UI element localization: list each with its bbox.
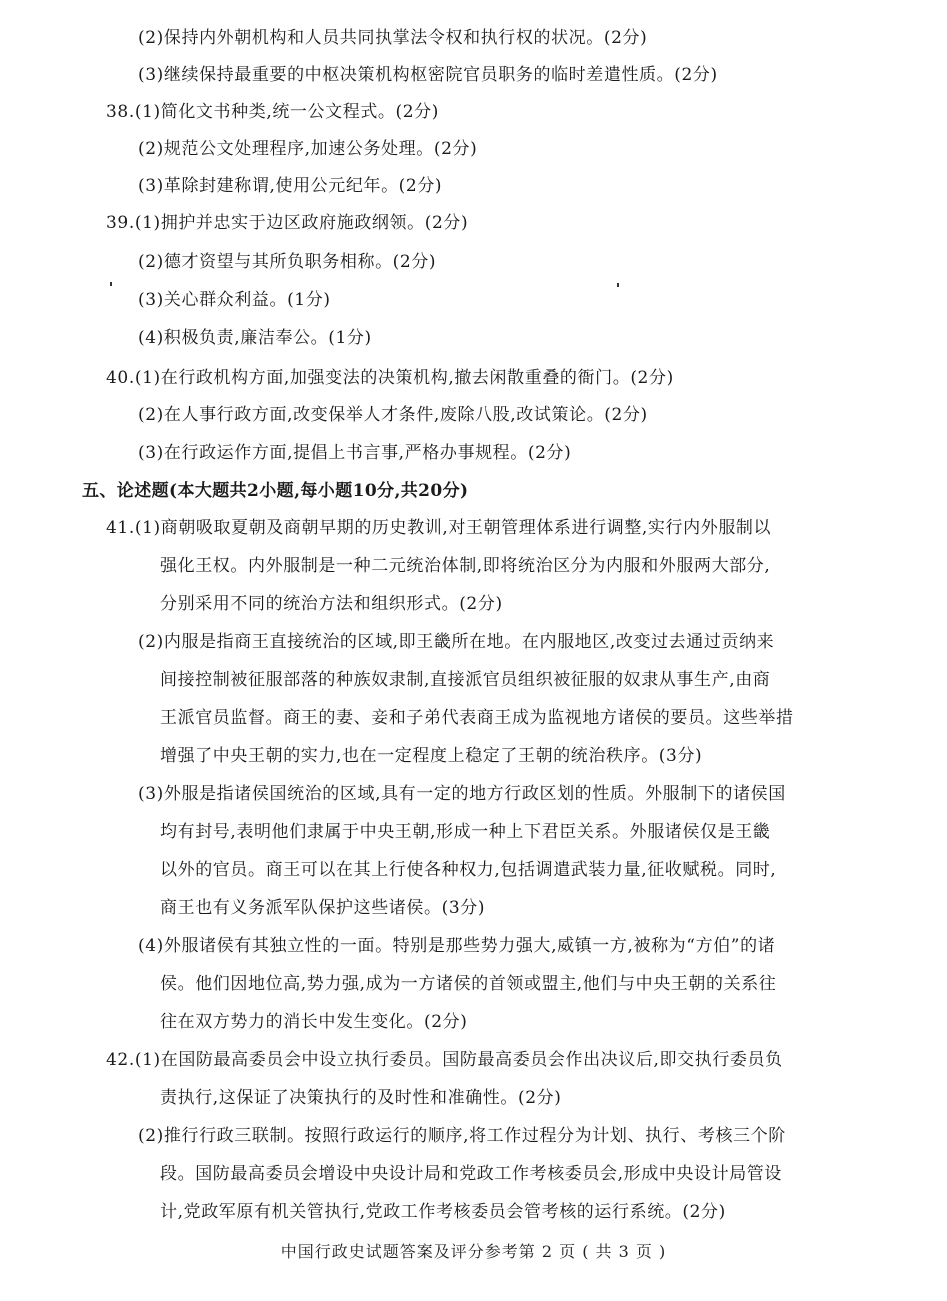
answer-line-q41-4b: 侯。他们因地位高,势力强,成为一方诸侯的首领或盟主,他们与中央王朝的关系往 [160, 974, 777, 994]
answer-line-q42-1b: 责执行,这保证了决策执行的及时性和准确性。(2分) [160, 1088, 562, 1108]
answer-line-q41-4c: 往在双方势力的消长中发生变化。(2分) [160, 1012, 468, 1032]
answer-line-q39-2: (2)德才资望与其所负职务相称。(2分) [138, 252, 437, 272]
scan-speck [110, 282, 112, 286]
page-footer: 中国行政史试题答案及评分参考第 2 页 ( 共 3 页 ) [280, 1242, 667, 1261]
answer-line-q41-2a: (2)内服是指商王直接统治的区域,即王畿所在地。在内服地区,改变过去通过贡纳来 [138, 632, 775, 652]
scan-speck [617, 283, 619, 287]
answer-line-q41-3a: (3)外服是指诸侯国统治的区域,具有一定的地方行政区划的性质。外服制下的诸侯国 [138, 784, 786, 804]
answer-line-q39-3: (3)关心群众利益。(1分) [138, 290, 331, 310]
answer-line-q41-3d: 商王也有义务派军队保护这些诸侯。(3分) [160, 898, 486, 918]
answer-line-q42-2b: 段。国防最高委员会增设中央设计局和党政工作考核委员会,形成中央设计局管设 [160, 1164, 783, 1184]
answer-line-q41-1b: 强化王权。内外服制是一种二元统治体制,即将统治区分为内服和外服两大部分, [160, 556, 771, 576]
answer-line-q41-2d: 增强了中央王朝的实力,也在一定程度上稳定了王朝的统治秩序。(3分) [160, 746, 703, 766]
answer-line-q41-1c: 分别采用不同的统治方法和组织形式。(2分) [160, 594, 503, 614]
answer-line-q41-3b: 均有封号,表明他们隶属于中央王朝,形成一种上下君臣关系。外服诸侯仅是王畿 [160, 822, 771, 842]
answer-line-q42-1a: 42.(1)在国防最高委员会中设立执行委员。国防最高委员会作出决议后,即交执行委员负 [106, 1050, 783, 1070]
answer-line-q40-1: 40.(1)在行政机构方面,加强变法的决策机构,撤去闲散重叠的衙门。(2分) [106, 368, 674, 388]
answer-line-q41-2b: 间接控制被征服部落的种族奴隶制,直接派官员组织被征服的奴隶从事生产,由商 [160, 670, 771, 690]
answer-line-q37-2: (2)保持内外朝机构和人员共同执掌法令权和执行权的状况。(2分) [138, 28, 648, 48]
answer-line-q42-2c: 计,党政军原有机关管执行,党政工作考核委员会管考核的运行系统。(2分) [160, 1202, 726, 1222]
answer-line-q42-2a: (2)推行行政三联制。按照行政运行的顺序,将工作过程分为计划、执行、考核三个阶 [138, 1126, 786, 1146]
answer-line-q38-1: 38.(1)简化文书种类,统一公文程式。(2分) [106, 102, 439, 122]
answer-line-q41-4a: (4)外服诸侯有其独立性的一面。特别是那些势力强大,威镇一方,被称为“方伯”的诸 [138, 936, 776, 956]
answer-line-q41-1a: 41.(1)商朝吸取夏朝及商朝早期的历史教训,对王朝管理体系进行调整,实行内外服制以 [106, 518, 772, 538]
answer-line-q38-2: (2)规范公文处理程序,加速公务处理。(2分) [138, 139, 478, 159]
answer-line-q40-3: (3)在行政运作方面,提倡上书言事,严格办事规程。(2分) [138, 443, 572, 463]
answer-line-q37-3: (3)继续保持最重要的中枢决策机构枢密院官员职务的临时差遣性质。(2分) [138, 65, 718, 85]
answer-line-q41-3c: 以外的官员。商王可以在其上行使各种权力,包括调遣武装力量,征收赋税。同时, [160, 860, 777, 880]
answer-line-q38-3: (3)革除封建称谓,使用公元纪年。(2分) [138, 176, 443, 196]
answer-line-q39-4: (4)积极负责,廉洁奉公。(1分) [138, 328, 372, 348]
answer-line-q39-1: 39.(1)拥护并忠实于边区政府施政纲领。(2分) [106, 213, 469, 233]
answer-line-q40-2: (2)在人事行政方面,改变保举人才条件,废除八股,改试策论。(2分) [138, 405, 648, 425]
answer-line-q41-2c: 王派官员监督。商王的妻、妾和子弟代表商王成为监视地方诸侯的要员。这些举措 [160, 708, 794, 728]
section-heading: 五、论述题(本大题共2小题,每小题10分,共20分) [82, 481, 469, 501]
